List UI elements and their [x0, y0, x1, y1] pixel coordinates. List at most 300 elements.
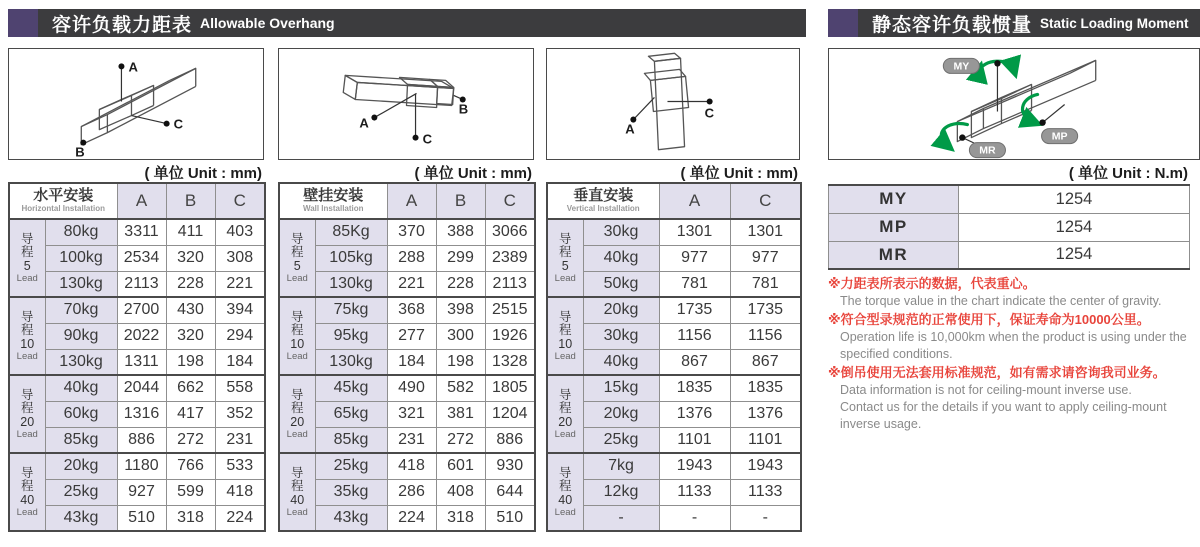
value-cell: 352: [215, 401, 265, 427]
lead-en: Lead: [16, 350, 38, 362]
moment-row: [829, 241, 1190, 269]
value-cell: 408: [436, 479, 485, 505]
note-text-en: Operation life is 10,000km when the product is using under the: [840, 330, 1187, 344]
lead-zh: 程: [290, 322, 304, 337]
value-cell: 601: [436, 453, 485, 479]
value-cell: 368: [387, 297, 436, 323]
value-cell: 394: [215, 297, 265, 323]
lead-zh: 程: [558, 244, 572, 259]
point-b-label: B: [75, 144, 85, 159]
lead-en: Lead: [16, 272, 38, 284]
table-row: [9, 349, 265, 375]
lead-zh: 程: [20, 478, 34, 493]
value-cell: 1180: [117, 453, 166, 479]
table-title-zh: 垂直安装: [573, 187, 634, 204]
unit-label-mm: ( 单位 Unit : mm): [414, 165, 532, 182]
vertical-rail-drawing: [547, 49, 799, 159]
note-text-en: Contact us for the details if you want to apply ceiling-mount: [840, 400, 1167, 414]
lead-number: 10: [20, 336, 35, 351]
lead-en: Lead: [16, 506, 38, 518]
lead-cell: [279, 375, 315, 453]
lead-zh: 导: [558, 309, 572, 324]
diagram-vertical-installation: [546, 48, 800, 160]
weight-cell: 7kg: [583, 453, 659, 479]
value-cell: 381: [436, 401, 485, 427]
value-cell: 411: [166, 219, 215, 245]
value-cell: 3066: [485, 219, 535, 245]
weight-cell: 130kg: [315, 271, 387, 297]
note-text-en: Data information is not for ceiling-mount inverse use.: [840, 383, 1132, 397]
table-title-zh: 水平安装: [33, 187, 94, 204]
unit-label-nm: ( 单位 Unit : N.m): [1068, 165, 1188, 182]
weight-cell: 40kg: [583, 245, 659, 271]
lead-zh: 导: [290, 309, 304, 324]
lead-cell: [9, 375, 45, 453]
value-cell: 1156: [659, 323, 730, 349]
weight-cell: 40kg: [45, 375, 117, 401]
point-a-label: A: [128, 59, 138, 75]
moment-label: MY: [829, 185, 959, 213]
table-row: [547, 297, 801, 323]
value-cell: 867: [730, 349, 801, 375]
accent-square: [8, 9, 38, 37]
header-row: [279, 183, 535, 219]
table-row: [279, 401, 535, 427]
table-wall-installation: [278, 182, 536, 532]
lead-cell: [547, 297, 583, 375]
point-c-label: C: [422, 131, 433, 147]
value-cell: 1735: [730, 297, 801, 323]
lead-en: Lead: [286, 506, 308, 518]
note-text-en: specified conditions.: [840, 347, 953, 361]
value-cell: 662: [166, 375, 215, 401]
value-cell: 1133: [730, 479, 801, 505]
value-cell: 272: [436, 427, 485, 453]
moment-table: [828, 184, 1190, 270]
weight-cell: 40kg: [583, 349, 659, 375]
note-item: [828, 310, 1200, 363]
lead-zh: 程: [558, 322, 572, 337]
table-row: [279, 479, 535, 505]
value-cell: 231: [215, 427, 265, 453]
table-row: [279, 245, 535, 271]
table-row: [9, 219, 265, 245]
weight-cell: 25kg: [583, 427, 659, 453]
lead-cell: [279, 453, 315, 531]
lead-zh: 导: [558, 231, 572, 246]
note-text-en: inverse usage.: [840, 417, 922, 431]
column-header-a: A: [387, 183, 436, 219]
value-cell: 294: [215, 323, 265, 349]
section-header-static-loading-moment: [828, 9, 1200, 37]
weight-cell: 12kg: [583, 479, 659, 505]
weight-cell: 25kg: [315, 453, 387, 479]
table-title-zh: 壁挂安装: [303, 187, 364, 204]
value-cell: 930: [485, 453, 535, 479]
table-title-cell: [9, 183, 117, 219]
value-cell: 1204: [485, 401, 535, 427]
weight-cell: 35kg: [315, 479, 387, 505]
value-cell: 1301: [730, 219, 801, 245]
section-title-zh: 静态容许负载惯量: [872, 14, 1033, 36]
weight-cell: 60kg: [45, 401, 117, 427]
table-row: [547, 505, 801, 531]
weight-cell: 43kg: [315, 505, 387, 531]
table-row: [9, 401, 265, 427]
lead-en: Lead: [554, 350, 576, 362]
value-cell: 418: [215, 479, 265, 505]
section-header-allowable-overhang: [8, 9, 806, 37]
value-cell: 418: [387, 453, 436, 479]
column-header-a: A: [659, 183, 730, 219]
lead-zh: 导: [290, 465, 304, 480]
lead-number: 40: [558, 492, 573, 507]
table-row: [9, 245, 265, 271]
value-cell: -: [730, 505, 801, 531]
table-row: [9, 297, 265, 323]
value-cell: 198: [436, 349, 485, 375]
weight-cell: 15kg: [583, 375, 659, 401]
lead-cell: [547, 375, 583, 453]
value-cell: 1328: [485, 349, 535, 375]
lead-en: Lead: [554, 428, 576, 440]
point-b-label: B: [458, 101, 469, 117]
value-cell: 184: [387, 349, 436, 375]
table-head: [9, 183, 265, 219]
table-head: [279, 183, 535, 219]
weight-cell: 130kg: [45, 349, 117, 375]
weight-cell: 30kg: [583, 323, 659, 349]
weight-cell: 65kg: [315, 401, 387, 427]
table-row: [547, 427, 801, 453]
value-cell: 510: [485, 505, 535, 531]
table-row: [9, 271, 265, 297]
lead-zh: 程: [558, 478, 572, 493]
value-cell: 398: [436, 297, 485, 323]
moment-row: [829, 213, 1190, 241]
table-row: [547, 375, 801, 401]
value-cell: 1835: [730, 375, 801, 401]
table-row: [9, 375, 265, 401]
lead-cell: [547, 219, 583, 297]
header-row: [547, 183, 801, 219]
column-header-a: A: [117, 183, 166, 219]
table-row: [279, 427, 535, 453]
lead-en: Lead: [286, 428, 308, 440]
value-cell: 2389: [485, 245, 535, 271]
lead-cell: [279, 297, 315, 375]
table-static-loading-moment: [828, 184, 1190, 270]
note-text-zh: ※符合型录规范的正常使用下，保证寿命为10000公里。: [828, 312, 1150, 327]
value-cell: 582: [436, 375, 485, 401]
value-cell: 1735: [659, 297, 730, 323]
weight-cell: 75kg: [315, 297, 387, 323]
moment-rail-drawing: [829, 49, 1199, 159]
moment-label: MP: [829, 213, 959, 241]
wall-rail-drawing: [279, 49, 533, 159]
value-cell: 1133: [659, 479, 730, 505]
value-cell: 977: [659, 245, 730, 271]
table-row: [547, 453, 801, 479]
moment-value: 1254: [959, 213, 1190, 241]
lead-zh: 导: [20, 309, 34, 324]
table-row: [547, 401, 801, 427]
diagram-horizontal-installation: [8, 48, 264, 160]
lead-number: 20: [290, 414, 305, 429]
value-cell: 2113: [117, 271, 166, 297]
table-row: [9, 479, 265, 505]
table-row: [279, 297, 535, 323]
table-row: [547, 271, 801, 297]
installation-table: [546, 182, 802, 532]
unit-label-mm: ( 单位 Unit : mm): [680, 165, 798, 182]
value-cell: 228: [436, 271, 485, 297]
value-cell: 644: [485, 479, 535, 505]
diagram-static-loading-moment: [828, 48, 1200, 160]
note-text-zh: ※倒吊使用无法套用标准规范，如有需求请咨询我司业务。: [828, 365, 1166, 380]
lead-number: 20: [20, 414, 35, 429]
installation-table: [278, 182, 536, 532]
table-horizontal-installation: [8, 182, 266, 532]
table-row: [9, 505, 265, 531]
value-cell: 231: [387, 427, 436, 453]
value-cell: 510: [117, 505, 166, 531]
column-header-c: C: [730, 183, 801, 219]
weight-cell: 130kg: [315, 349, 387, 375]
lead-en: Lead: [554, 272, 576, 284]
value-cell: 490: [387, 375, 436, 401]
lead-number: 20: [558, 414, 573, 429]
lead-zh: 程: [558, 400, 572, 415]
lead-number: 5: [293, 258, 301, 273]
weight-cell: 20kg: [583, 297, 659, 323]
value-cell: 1156: [730, 323, 801, 349]
installation-table: [8, 182, 266, 532]
value-cell: 1376: [730, 401, 801, 427]
lead-number: 5: [23, 258, 31, 273]
value-cell: 320: [166, 245, 215, 271]
value-cell: 286: [387, 479, 436, 505]
horizontal-rail-drawing: [9, 49, 263, 159]
lead-en: Lead: [286, 272, 308, 284]
value-cell: 277: [387, 323, 436, 349]
lead-number: 10: [290, 336, 305, 351]
table-title-en: Vertical Installation: [566, 204, 640, 213]
table-row: [279, 453, 535, 479]
column-header-c: C: [485, 183, 535, 219]
weight-cell: 85Kg: [315, 219, 387, 245]
lead-cell: [279, 219, 315, 297]
weight-cell: 20kg: [583, 401, 659, 427]
weight-cell: 85kg: [45, 427, 117, 453]
weight-cell: 85kg: [315, 427, 387, 453]
value-cell: 1805: [485, 375, 535, 401]
weight-cell: 50kg: [583, 271, 659, 297]
value-cell: 320: [166, 323, 215, 349]
value-cell: 403: [215, 219, 265, 245]
lead-en: Lead: [16, 428, 38, 440]
value-cell: 1376: [659, 401, 730, 427]
my-badge: [943, 58, 979, 73]
value-cell: 318: [436, 505, 485, 531]
value-cell: 886: [117, 427, 166, 453]
point-c-label: C: [173, 116, 184, 132]
table-row: [547, 219, 801, 245]
value-cell: 558: [215, 375, 265, 401]
value-cell: 370: [387, 219, 436, 245]
section-title-en: Static Loading Moment: [1040, 15, 1189, 31]
table-head: [547, 183, 801, 219]
weight-cell: 30kg: [583, 219, 659, 245]
weight-cell: 43kg: [45, 505, 117, 531]
value-cell: 299: [436, 245, 485, 271]
value-cell: 1926: [485, 323, 535, 349]
value-cell: 300: [436, 323, 485, 349]
table-row: [547, 479, 801, 505]
moment-value: 1254: [959, 185, 1190, 213]
my-label: MY: [953, 60, 970, 73]
note-text-en: The torque value in the chart indicate the center of gravity.: [840, 294, 1162, 308]
lead-zh: 导: [20, 387, 34, 402]
column-header-b: B: [436, 183, 485, 219]
weight-cell: 20kg: [45, 453, 117, 479]
table-vertical-installation: [546, 182, 802, 532]
table-body: [279, 219, 535, 531]
value-cell: 1835: [659, 375, 730, 401]
section-title-en: Allowable Overhang: [200, 15, 335, 31]
lead-number: 5: [561, 258, 569, 273]
lead-zh: 程: [20, 244, 34, 259]
value-cell: 430: [166, 297, 215, 323]
weight-cell: 100kg: [45, 245, 117, 271]
table-title-en: Wall Installation: [302, 204, 364, 213]
table-row: [9, 323, 265, 349]
lead-zh: 导: [20, 465, 34, 480]
value-cell: 599: [166, 479, 215, 505]
table-row: [9, 427, 265, 453]
weight-cell: 80kg: [45, 219, 117, 245]
weight-cell: 90kg: [45, 323, 117, 349]
diagram-wall-installation: [278, 48, 534, 160]
lead-number: 40: [290, 492, 305, 507]
column-header-c: C: [215, 183, 265, 219]
mr-badge: [969, 143, 1005, 158]
value-cell: 184: [215, 349, 265, 375]
table-row: [279, 349, 535, 375]
lead-cell: [547, 453, 583, 531]
value-cell: 388: [436, 219, 485, 245]
value-cell: 1311: [117, 349, 166, 375]
table-row: [547, 245, 801, 271]
table-row: [279, 323, 535, 349]
header-row: [9, 183, 265, 219]
weight-cell: 25kg: [45, 479, 117, 505]
lead-zh: 导: [290, 387, 304, 402]
table-row: [279, 505, 535, 531]
lead-number: 10: [558, 336, 573, 351]
value-cell: 1943: [730, 453, 801, 479]
lead-cell: [9, 297, 45, 375]
table-body: [547, 219, 801, 531]
point-c-label: C: [704, 105, 715, 121]
value-cell: 2515: [485, 297, 535, 323]
lead-zh: 程: [290, 244, 304, 259]
lead-en: Lead: [286, 350, 308, 362]
value-cell: 781: [730, 271, 801, 297]
value-cell: 1101: [730, 427, 801, 453]
weight-cell: 95kg: [315, 323, 387, 349]
value-cell: 318: [166, 505, 215, 531]
table-row: [547, 349, 801, 375]
value-cell: 221: [215, 271, 265, 297]
value-cell: 1316: [117, 401, 166, 427]
value-cell: -: [659, 505, 730, 531]
value-cell: 1943: [659, 453, 730, 479]
lead-zh: 程: [20, 400, 34, 415]
table-row: [279, 219, 535, 245]
value-cell: 198: [166, 349, 215, 375]
point-a-label: A: [625, 121, 635, 137]
value-cell: 927: [117, 479, 166, 505]
mr-label: MR: [979, 144, 996, 157]
weight-cell: 70kg: [45, 297, 117, 323]
value-cell: 272: [166, 427, 215, 453]
value-cell: 308: [215, 245, 265, 271]
value-cell: 1101: [659, 427, 730, 453]
lead-zh: 导: [290, 231, 304, 246]
table-row: [279, 271, 535, 297]
value-cell: 224: [215, 505, 265, 531]
value-cell: 2534: [117, 245, 166, 271]
lead-cell: [9, 219, 45, 297]
lead-zh: 程: [20, 322, 34, 337]
weight-cell: 130kg: [45, 271, 117, 297]
value-cell: 2022: [117, 323, 166, 349]
value-cell: 221: [387, 271, 436, 297]
value-cell: 1301: [659, 219, 730, 245]
mp-label: MP: [1051, 130, 1068, 143]
value-cell: 321: [387, 401, 436, 427]
value-cell: 886: [485, 427, 535, 453]
table-body: [9, 219, 265, 531]
column-header-b: B: [166, 183, 215, 219]
weight-cell: 45kg: [315, 375, 387, 401]
notes-block: [828, 274, 1200, 433]
moment-value: 1254: [959, 241, 1190, 269]
value-cell: 867: [659, 349, 730, 375]
accent-square: [828, 9, 858, 37]
moment-label: MR: [829, 241, 959, 269]
section-title-zh: 容许负载力距表: [52, 14, 193, 36]
table-row: [547, 323, 801, 349]
value-cell: 2700: [117, 297, 166, 323]
table-row: [279, 375, 535, 401]
table-title-cell: [279, 183, 387, 219]
lead-zh: 程: [290, 478, 304, 493]
value-cell: 417: [166, 401, 215, 427]
note-item: [828, 363, 1200, 433]
mp-badge: [1042, 129, 1078, 144]
weight-cell: -: [583, 505, 659, 531]
lead-zh: 导: [20, 231, 34, 246]
lead-zh: 程: [290, 400, 304, 415]
value-cell: 2113: [485, 271, 535, 297]
unit-label-mm: ( 单位 Unit : mm): [144, 165, 262, 182]
value-cell: 224: [387, 505, 436, 531]
lead-number: 40: [20, 492, 35, 507]
note-item: [828, 274, 1200, 310]
table-row: [9, 453, 265, 479]
